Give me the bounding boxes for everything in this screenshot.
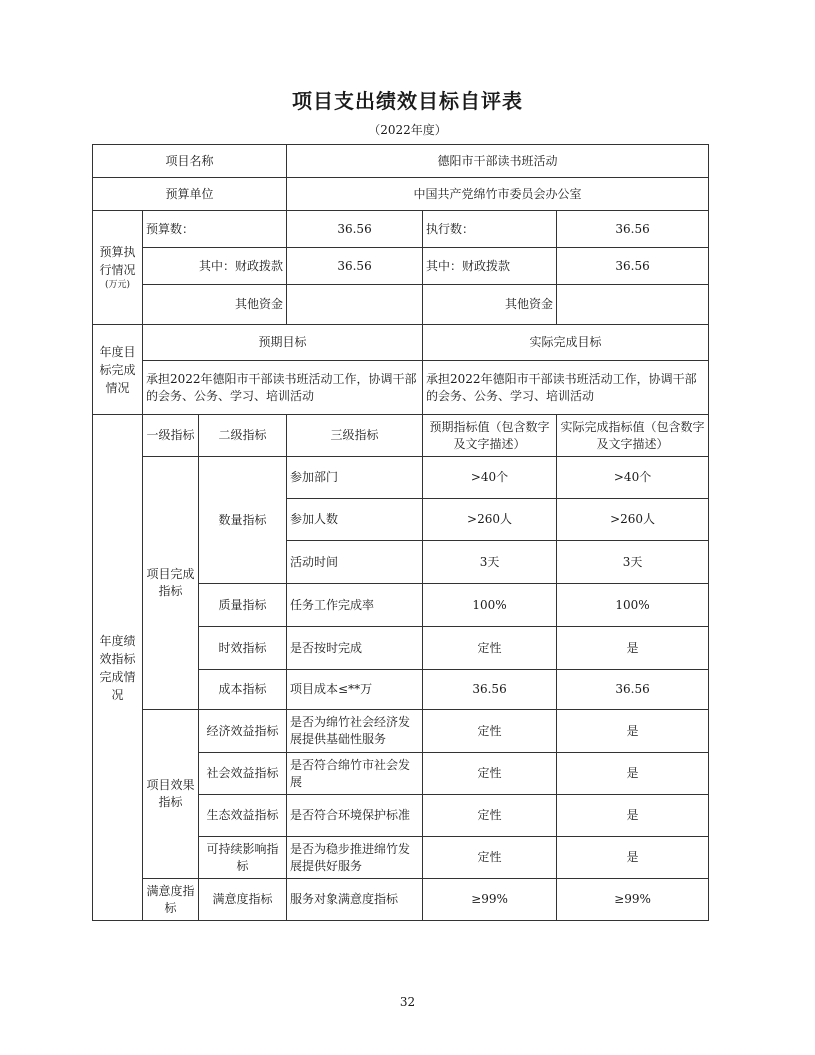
table-row [93, 285, 709, 325]
level2-cell: 经济效益指标 [199, 710, 287, 753]
project-name-label: 项目名称 [93, 145, 287, 178]
fiscal-budget-value: 36.56 [287, 248, 423, 285]
table-row [93, 211, 709, 248]
table-row [93, 415, 709, 457]
exec-count-value: 36.56 [557, 211, 709, 248]
goals-section-label: 年度目标完成情况 [93, 325, 143, 415]
table-row [93, 178, 709, 211]
budget-section-title: 预算执行情况 [99, 245, 136, 277]
level3-cell: 是否为绵竹社会经济发展提供基础性服务 [287, 710, 423, 753]
page-subtitle: （2022年度） [368, 123, 447, 137]
other-funds-value [287, 285, 423, 325]
level1-header: 一级指标 [143, 415, 199, 457]
expected-goal-header: 预期目标 [143, 325, 423, 361]
expected-value-cell: 定性 [423, 837, 557, 879]
page-number: 32 [399, 995, 416, 1009]
actual-value-cell: 36.56 [557, 670, 709, 710]
table-row [93, 145, 709, 178]
level2-cell: 可持续影响指标 [199, 837, 287, 879]
actual-value-cell: 3天 [557, 541, 709, 584]
level3-cell: 参加人数 [287, 499, 423, 541]
level2-cell: 时效指标 [199, 627, 287, 670]
actual-value-cell: ≥99% [557, 879, 709, 921]
level3-cell: 是否符合绵竹市社会发展 [287, 753, 423, 795]
table-row [93, 457, 709, 499]
fiscal-exec-label: 其中：财政拨款 [423, 248, 557, 285]
table-row [93, 248, 709, 285]
expected-value-cell: >40个 [423, 457, 557, 499]
budget-unit-label: 预算单位 [93, 178, 287, 211]
level3-cell: 服务对象满意度指标 [287, 879, 423, 921]
actual-value-cell: 是 [557, 753, 709, 795]
level2-cell: 满意度指标 [199, 879, 287, 921]
actual-value-header: 实际完成指标值（包含数字及文字描述） [557, 415, 709, 457]
actual-value-cell: 是 [557, 795, 709, 837]
expected-goal-text: 承担2022年德阳市干部读书班活动工作，协调干部的会务、公务、学习、培训活动 [143, 361, 423, 415]
table-row [93, 879, 709, 921]
expected-value-cell: >260人 [423, 499, 557, 541]
level2-cell: 社会效益指标 [199, 753, 287, 795]
level3-cell: 参加部门 [287, 457, 423, 499]
budget-count-label: 预算数： [143, 211, 287, 248]
actual-goal-text: 承担2022年德阳市干部读书班活动工作，协调干部的会务、公务、学习、培训活动 [423, 361, 709, 415]
actual-value-cell: 是 [557, 627, 709, 670]
level2-cell: 质量指标 [199, 584, 287, 627]
table-row [93, 361, 709, 415]
budget-section-label [93, 211, 143, 325]
page-title: 项目支出绩效目标自评表 [292, 89, 523, 113]
other-funds-exec-label: 其他资金 [423, 285, 557, 325]
expected-value-cell: 定性 [423, 753, 557, 795]
expected-value-cell: 定性 [423, 795, 557, 837]
actual-value-cell: 是 [557, 837, 709, 879]
level2-cell: 生态效益指标 [199, 795, 287, 837]
actual-goal-header: 实际完成目标 [423, 325, 709, 361]
level2-cell: 成本指标 [199, 670, 287, 710]
budget-count-value: 36.56 [287, 211, 423, 248]
expected-value-cell: 定性 [423, 627, 557, 670]
indicators-section-label: 年度绩效指标完成情况 [93, 415, 143, 921]
satisfaction-group-label: 满意度指标 [143, 879, 199, 921]
expected-value-cell: 100% [423, 584, 557, 627]
actual-value-cell: >260人 [557, 499, 709, 541]
level3-cell: 是否按时完成 [287, 627, 423, 670]
level3-cell: 活动时间 [287, 541, 423, 584]
completion-group-label: 项目完成指标 [143, 457, 199, 710]
fiscal-exec-value: 36.56 [557, 248, 709, 285]
other-funds-exec-value [557, 285, 709, 325]
expected-value-cell: ≥99% [423, 879, 557, 921]
table-row [93, 710, 709, 753]
expected-value-cell: 定性 [423, 710, 557, 753]
exec-count-label: 执行数： [423, 211, 557, 248]
level2-cell: 数量指标 [199, 457, 287, 584]
project-name-value: 德阳市干部读书班活动 [287, 145, 709, 178]
expected-value-cell: 3天 [423, 541, 557, 584]
effect-group-label: 项目效果指标 [143, 710, 199, 879]
level3-cell: 是否符合环境保护标准 [287, 795, 423, 837]
budget-unit-value: 中国共产党绵竹市委员会办公室 [287, 178, 709, 211]
level2-header: 二级指标 [199, 415, 287, 457]
actual-value-cell: >40个 [557, 457, 709, 499]
level3-cell: 是否为稳步推进绵竹发展提供好服务 [287, 837, 423, 879]
level3-header: 三级指标 [287, 415, 423, 457]
actual-value-cell: 100% [557, 584, 709, 627]
table-row [93, 325, 709, 361]
actual-value-cell: 是 [557, 710, 709, 753]
other-funds-label: 其他资金 [143, 285, 287, 325]
expected-value-header: 预期指标值（包含数字及文字描述） [423, 415, 557, 457]
level3-cell: 任务工作完成率 [287, 584, 423, 627]
budget-unit-note: (万元) [104, 280, 131, 290]
fiscal-budget-label: 其中：财政拨款 [143, 248, 287, 285]
expected-value-cell: 36.56 [423, 670, 557, 710]
level3-cell: 项目成本≤**万 [287, 670, 423, 710]
self-evaluation-table [92, 144, 709, 921]
